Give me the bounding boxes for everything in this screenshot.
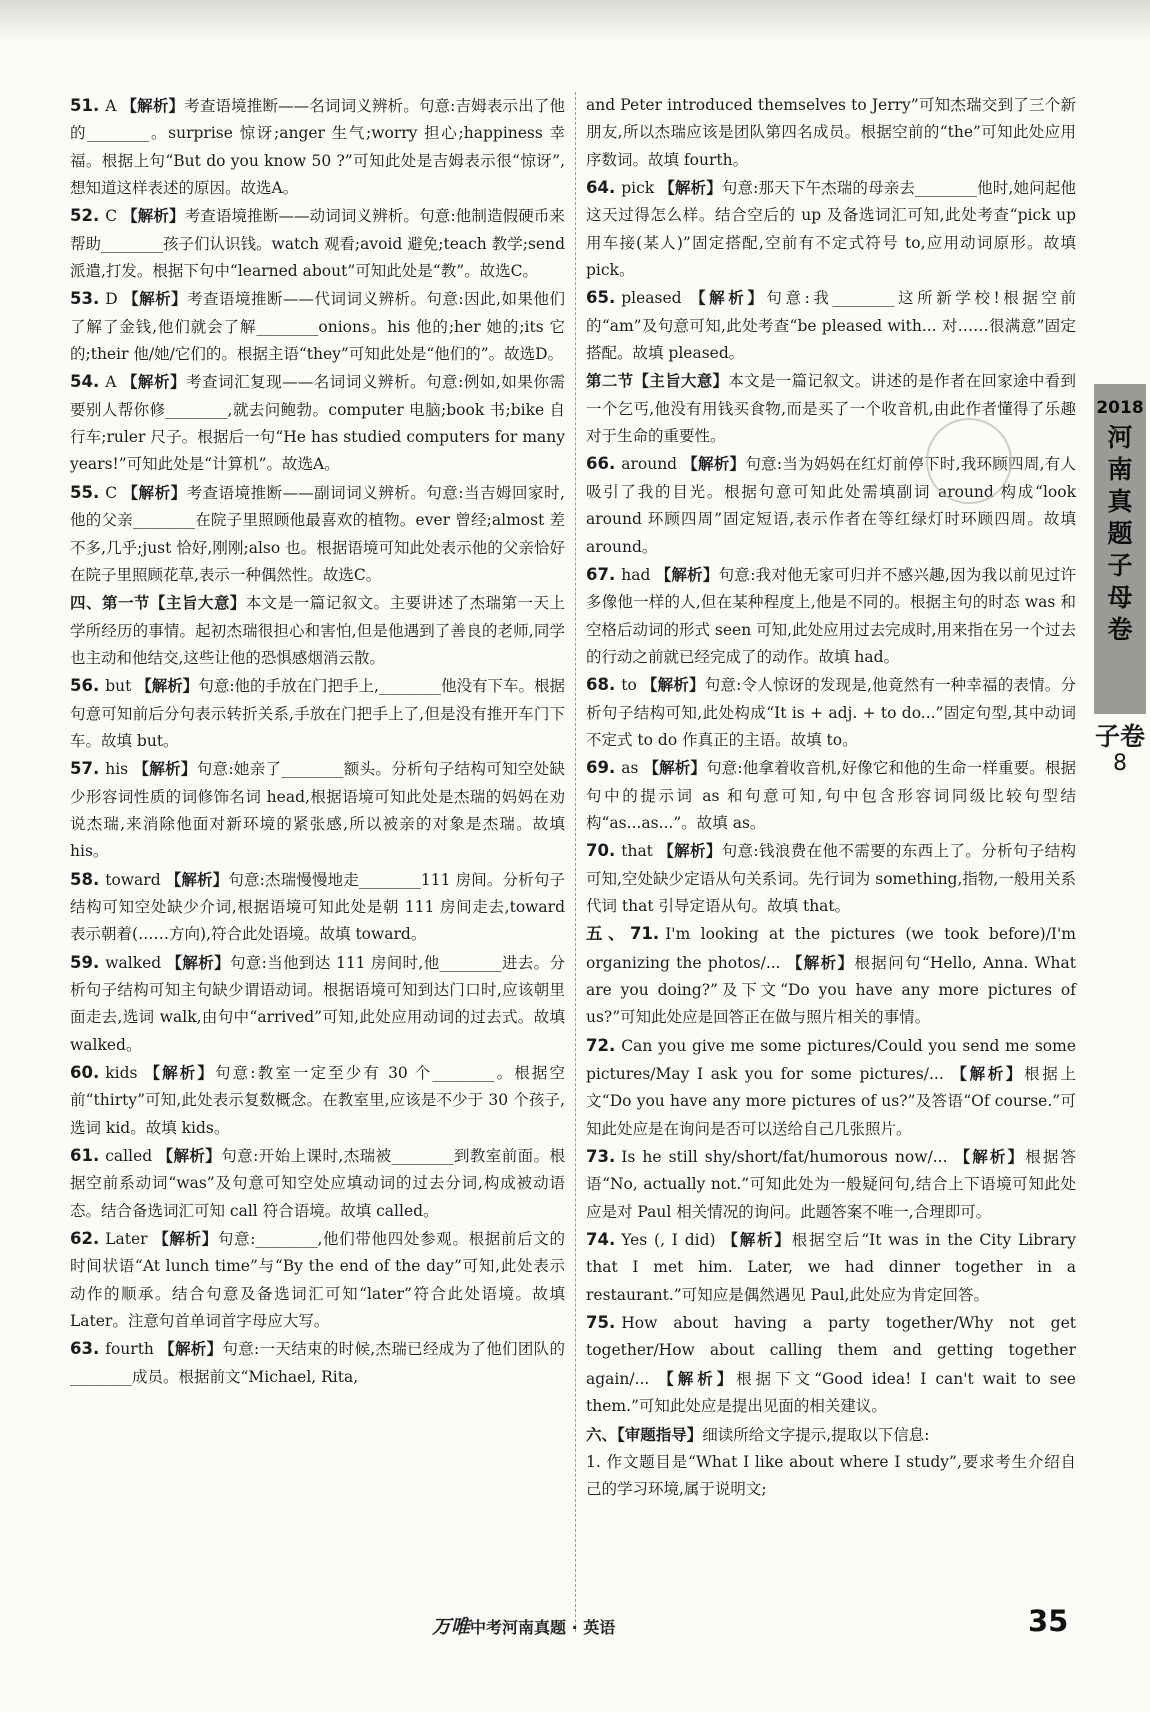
item-answer: A bbox=[105, 373, 122, 392]
section-text: 本文是一篇记叙文。主要讲述了杰瑞第一天上学所经历的事情。起初杰瑞很担心和害怕,但是他遇到了善良的老师,同学也主动和他结交,这些让他的恐惧感烟消云散。 bbox=[70, 594, 565, 667]
analysis-text: 根据上文“Do you have any more pictures of us?”及答语“Of course.”可知此处应是在询问是否可以送给自己几张照片。 bbox=[586, 1065, 1076, 1138]
answer-item bbox=[586, 174, 1076, 284]
item-answer: pick bbox=[621, 179, 660, 198]
item-number: 62. bbox=[70, 1229, 100, 1249]
item-answer: kids bbox=[105, 1064, 145, 1083]
analysis-text: 句意:她亲了________额头。分析句子结构可知空处缺少形容词性质的词修饰名词 head,根据语境可知此处是杰瑞的妈妈在劝说杰瑞,来消除他面对新环境的紧张感,所以被亲的对象是杰瑞。故填 his。 bbox=[70, 760, 565, 861]
item-number: 75. bbox=[586, 1313, 616, 1333]
answer-item bbox=[586, 1226, 1076, 1309]
answer-item bbox=[70, 755, 565, 865]
page-number: 35 bbox=[1028, 1604, 1069, 1638]
answer-item bbox=[70, 285, 565, 368]
item-answer: his bbox=[105, 760, 134, 779]
item-number: 68. bbox=[586, 675, 616, 695]
item-number: 54. bbox=[70, 372, 100, 392]
analysis-text: 根据答语“No, actually not.”可知此处为一般疑问句,结合上下语境可知此处应是对 Paul 相关情况的询问。此题答案不唯一,合理即可。 bbox=[586, 1148, 1076, 1221]
analysis-text: 句意:当他到达 111 房间时,他________进去。分析句子结构可知主句缺少谓语动词。根据语境可知到达门口时,应该朝里面走去,选词 walk,由句中“arrived”可知,此处应用动词的过去式。故填 walked。 bbox=[70, 953, 565, 1054]
analysis-tag: 【解析】 bbox=[153, 1229, 218, 1249]
item-answer: I'm looking at the pictures (we took before)/I'm organizing the photos/... bbox=[586, 925, 1076, 972]
analysis-text: 考查语境推断——名词词义辨析。句意:吉姆表示出了他的________。surprise 惊讶;anger 生气;worry 担心;happiness 幸福。根据上句“But do you know 50 ?”可知此处是吉姆表示很“惊讶”,想知道这样表述的原因。故选A。 bbox=[70, 97, 565, 198]
side-tab-title-char: 子 bbox=[1107, 551, 1133, 580]
round-stamp bbox=[926, 418, 1012, 504]
item-number: 69. bbox=[586, 758, 616, 778]
side-tab-title-char: 真 bbox=[1107, 487, 1133, 516]
analysis-text: 句意:当为妈妈在红灯前停下时,我环顾四周,有人吸引了我的目光。根据句意可知此处需填副词 around 构成“look around 环顾四周”固定短语,表示作者在等红绿灯时环顾四周。故填 around。 bbox=[586, 455, 1077, 556]
analysis-text: 句意:杰瑞慢慢地走________111 房间。分析句子结构可知空处缺少介词,根据语境可知此处是朝 111 房间走去,toward 表示朝着(……方向),符合此处语境。故填 toward。 bbox=[70, 870, 565, 944]
side-subtab-number: 8 bbox=[1113, 751, 1127, 776]
analysis-tag: 【解析】 bbox=[123, 289, 188, 309]
item-answer: but bbox=[105, 677, 137, 696]
answer-item bbox=[70, 1335, 565, 1391]
answer-item bbox=[70, 672, 565, 755]
analysis-tag: 【解析】 bbox=[159, 1339, 223, 1359]
answer-item bbox=[586, 1309, 1076, 1420]
item-number: 74. bbox=[586, 1230, 616, 1250]
analysis-tag: 【解析】 bbox=[641, 675, 705, 695]
analysis-tag: 【解析】 bbox=[133, 759, 197, 779]
analysis-text: 考查语境推断——副词词义辨析。句意:当吉姆回家时,他的父亲________在院子里照顾他最喜欢的植物。ever 曾经;almost 差不多,几乎;just 恰好,刚刚;also 也。根据语境可知此处表示他的父亲恰好在院子里照顾花草,表示一种偶然性。故选C。 bbox=[70, 483, 565, 584]
item-answer: C bbox=[105, 483, 123, 502]
analysis-tag: 【解析】 bbox=[157, 1146, 222, 1166]
continuation-text: 1. 作文题目是“What I like about where I study”,要求考生介绍自己的学习环境,属于说明文; bbox=[586, 1452, 1076, 1499]
analysis-text: 考查语境推断——代词词义辨析。句意:因此,如果他们了解了金钱,他们就会了解________onions。his 他的;her 她的;its 它的;their 他/她/它们的。根据主语“they”可知此处是“他们的”。故选D。 bbox=[70, 290, 565, 364]
section-text: 本文是一篇记叙文。讲述的是作者在回家途中看到一个乞丐,他没有用钱买食物,而是买了一个收音机,由此作者懂得了乐趣对于生命的重要性。 bbox=[586, 372, 1076, 446]
section-heading: 六、【审题指导】 bbox=[586, 1424, 703, 1444]
section-heading: 四、第一节【主旨大意】 bbox=[70, 593, 246, 613]
item-number: 56. bbox=[70, 676, 100, 696]
item-number: 57. bbox=[70, 759, 100, 779]
analysis-tag: 【解析】 bbox=[658, 841, 722, 861]
answer-item bbox=[586, 1032, 1076, 1143]
column-divider bbox=[575, 92, 576, 1632]
item-answer: around bbox=[621, 455, 683, 474]
analysis-tag: 【解析】 bbox=[655, 564, 719, 584]
analysis-tag: 【解析】 bbox=[690, 288, 767, 308]
answer-item bbox=[586, 1143, 1076, 1226]
side-tab-title-char: 南 bbox=[1107, 455, 1133, 484]
answer-item bbox=[70, 92, 565, 202]
answer-item bbox=[586, 561, 1076, 671]
side-tab-title bbox=[1094, 422, 1146, 646]
analysis-text: 根据问句“Hello, Anna. What are you doing?”及下文“Do you have any more pictures of us?”可知此处应是回答正在做与照片相关的事情。 bbox=[586, 953, 1077, 1027]
side-tab-title-char: 题 bbox=[1107, 519, 1133, 548]
item-number: 55. bbox=[70, 482, 100, 502]
item-answer: pleased bbox=[621, 289, 691, 308]
analysis-text: 考查词汇复现——名词词义辨析。句意:例如,如果你需要别人帮你修________,就去问鲍勃。computer 电脑;book 书;bike 自行车;ruler 尺子。根据后一句“He has studied computers for many years!”可知此处是“计算机”。故选A。 bbox=[70, 373, 565, 474]
analysis-tag: 【解析】 bbox=[658, 1368, 737, 1388]
item-number: 72. bbox=[586, 1035, 616, 1055]
answer-item bbox=[586, 837, 1076, 920]
item-number: 61. bbox=[70, 1146, 100, 1166]
item-answer: fourth bbox=[105, 1340, 160, 1359]
analysis-text: 句意:教室一定至少有 30 个________。根据空前“thirty”可知,此处表示复数概念。在教室里,应该是不少于 30 个孩子,选词 kid。故填 kids。 bbox=[70, 1064, 565, 1137]
side-tab-year: 2018 bbox=[1096, 398, 1144, 418]
side-subtab bbox=[1094, 716, 1146, 816]
left-column bbox=[70, 92, 565, 1391]
item-number: 59. bbox=[70, 952, 100, 972]
analysis-text: 句意:他的手放在门把手上,________他没有下车。根据句意可知前后分句表示转折关系,手放在门把手上了,但是没有推开车门下车。故填 but。 bbox=[70, 677, 565, 750]
analysis-text: 句意:开始上课时,杰瑞被________到教室前面。根据空前系动词“was”及句意可知空处应填动词的过去分词,构成被动语态。结合备选词汇可知 call 符合语境。故填 called。 bbox=[70, 1147, 566, 1220]
item-number: 65. bbox=[586, 288, 616, 308]
analysis-tag: 【解析】 bbox=[122, 482, 187, 502]
answer-item bbox=[586, 920, 1076, 1031]
item-number: 67. bbox=[586, 564, 616, 584]
analysis-text: 句意:一天结束的时候,杰瑞已经成为了他们团队的________成员。根据前文“Michael, Rita, bbox=[70, 1340, 565, 1386]
analysis-text: 句意:令人惊讶的发现是,他竟然有一种幸福的表情。分析句子结构可知,此处构成“It is + adj. + to do...”固定句型,其中动词不定式 to do 作真正的主语。故填 to。 bbox=[586, 676, 1076, 749]
section-summary bbox=[586, 1421, 1076, 1449]
answer-item bbox=[70, 866, 565, 949]
item-answer: toward bbox=[105, 870, 166, 889]
analysis-tag: 【解析】 bbox=[144, 1063, 216, 1083]
analysis-tag: 【解析】 bbox=[121, 96, 185, 115]
analysis-text: 句意:那天下午杰瑞的母亲去________他时,她问起他这天过得怎么样。结合空后的 up 及备选词汇可知,此处考查“pick up 用车接(某人)”固定搭配,空前有不定式符号 to,应用动词原形。故填 pick。 bbox=[586, 179, 1076, 280]
item-number: 63. bbox=[70, 1339, 100, 1359]
item-answer: C bbox=[105, 207, 123, 226]
answer-item bbox=[70, 1059, 565, 1142]
side-tab-title-char: 母 bbox=[1107, 583, 1133, 612]
analysis-text: 句意:________,他们带他四处参观。根据前后文的时间状语“At lunch time”与“By the end of the day”可知,此处表示动作的顺承。结合句意及备选词汇可知“later”符合此处语境。故填 Later。注意句首单词首字母应大写。 bbox=[70, 1230, 566, 1331]
section-heading: 第二节【主旨大意】 bbox=[586, 371, 729, 391]
analysis-text: 句意:我对他无家可归并不感兴趣,因为我以前见过许多像他一样的人,但在某种程度上,他是不同的。根据主句的时态 was 和空格后动词的形式 seen 可知,此处应用过去完成时,用来指在另一个过去的行动之前就已经完成了的动作。故填 had。 bbox=[586, 565, 1076, 666]
item-number: 66. bbox=[586, 454, 616, 474]
item-answer: Is he still shy/short/fat/humorous now/... bbox=[621, 1148, 955, 1167]
analysis-text: 考查语境推断——动词词义辨析。句意:他制造假硬币来帮助________孩子们认识钱。watch 观看;avoid 避免;teach 教学;send 派遣,打发。根据下句中“learned about”可知此处是“教”。故选C。 bbox=[70, 207, 565, 281]
analysis-text: 根据空后“It was in the City Library that I met him. Later, we had dinner together in a restaurant.”可知应是偶然遇见 Paul,此处应为肯定回答。 bbox=[586, 1231, 1076, 1304]
item-answer: Yes (, I did) bbox=[621, 1231, 723, 1250]
item-answer: had bbox=[621, 565, 656, 584]
item-answer: D bbox=[105, 290, 124, 309]
item-number: 53. bbox=[70, 289, 100, 309]
right-column bbox=[586, 92, 1076, 1504]
analysis-tag: 【解析】 bbox=[722, 1230, 792, 1250]
side-tab bbox=[1094, 384, 1146, 714]
analysis-text: 句意:钱浪费在他不需要的东西上了。分析句子结构可知,空处缺少定语从句关系词。先行词为 something,指物,一般用关系代词 that 引导定语从句。故填 that。 bbox=[586, 842, 1076, 915]
item-number: 五、71. bbox=[586, 924, 660, 944]
item-answer: How about having a party together/Why not get together/How about calling them and getting together again/... bbox=[586, 1314, 1076, 1388]
section-text: 细读所给文字提示,提取以下信息: bbox=[702, 1425, 930, 1444]
analysis-tag: 【解析】 bbox=[136, 676, 199, 696]
item-number: 73. bbox=[586, 1147, 616, 1167]
side-tab-title-char: 卷 bbox=[1107, 615, 1133, 644]
item-number: 58. bbox=[70, 869, 100, 889]
analysis-tag: 【解析】 bbox=[951, 1064, 1025, 1084]
scan-top-shadow bbox=[0, 0, 1150, 42]
answer-item bbox=[586, 671, 1076, 754]
footer bbox=[432, 1612, 615, 1639]
answer-item bbox=[586, 754, 1076, 837]
analysis-tag: 【解析】 bbox=[682, 454, 746, 474]
item-answer: to bbox=[621, 676, 642, 695]
side-subtab-label: 子卷 bbox=[1094, 722, 1145, 751]
analysis-tag: 【解析】 bbox=[166, 952, 230, 972]
side-tab-title-char: 河 bbox=[1107, 423, 1133, 452]
item-answer: that bbox=[621, 842, 659, 861]
answer-item bbox=[586, 284, 1076, 367]
analysis-text: 句意:他拿着收音机,好像它和他的生命一样重要。根据句中的提示词 as 和句意可知,句中包含形容词同级比较句型结构“as...as...”。故填 as。 bbox=[586, 759, 1076, 832]
item-answer: called bbox=[105, 1147, 158, 1166]
analysis-text: 句意:我________这所新学校!根据空前的“am”及句意可知,此处考查“be pleased with... 对……很满意”固定搭配。故填 pleased。 bbox=[586, 289, 1076, 363]
item-answer: A bbox=[105, 97, 122, 115]
answer-item bbox=[70, 479, 565, 589]
answer-item bbox=[70, 949, 565, 1059]
item-answer: Later bbox=[105, 1230, 154, 1249]
answer-item bbox=[70, 1142, 565, 1225]
item-answer: walked bbox=[105, 953, 167, 972]
footer-text: 中考河南真题 · 英语 bbox=[470, 1618, 616, 1637]
item-number: 60. bbox=[70, 1063, 100, 1083]
item-number: 70. bbox=[586, 841, 616, 861]
section-summary bbox=[70, 589, 565, 672]
item-answer: as bbox=[621, 759, 644, 778]
analysis-tag: 【解析】 bbox=[786, 952, 855, 972]
item-number: 51. bbox=[70, 96, 100, 115]
item-answer: Can you give me some pictures/Could you send me some pictures/May I ask you for some pictures/... bbox=[586, 1036, 1076, 1084]
item-number: 52. bbox=[70, 206, 100, 226]
answer-item bbox=[70, 202, 565, 285]
analysis-tag: 【解析】 bbox=[643, 758, 707, 778]
analysis-tag: 【解析】 bbox=[121, 372, 187, 392]
analysis-tag: 【解析】 bbox=[165, 869, 229, 889]
answer-item bbox=[70, 1225, 565, 1335]
continuation-text: and Peter introduced themselves to Jerry”可知杰瑞交到了三个新朋友,所以杰瑞应该是团队第四名成员。根据空前的“the”可知此处应用序数词。故填 fourth。 bbox=[586, 96, 1076, 169]
analysis-tag: 【解析】 bbox=[122, 206, 185, 226]
analysis-tag: 【解析】 bbox=[659, 178, 722, 198]
analysis-tag: 【解析】 bbox=[954, 1147, 1026, 1167]
answer-item bbox=[70, 368, 565, 478]
footer-brand: 万唯 bbox=[432, 1616, 471, 1638]
analysis-text: 根据下文“Good idea! I can't wait to see them.”可知此处应是提出见面的相关建议。 bbox=[586, 1369, 1076, 1416]
item-number: 64. bbox=[586, 178, 616, 198]
